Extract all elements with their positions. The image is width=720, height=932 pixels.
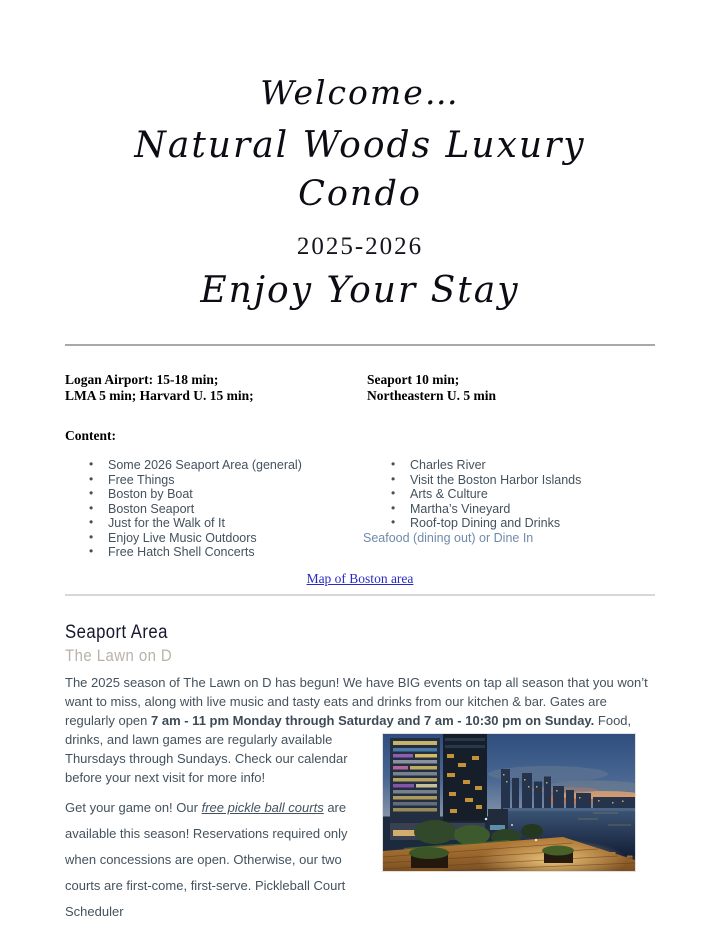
- list-item: • Boston by Boat: [87, 487, 360, 502]
- travel-time-line: Northeastern U. 5 min: [367, 388, 496, 404]
- section-heading-seaport-area: [65, 622, 655, 644]
- toc-list-left: [87, 458, 360, 560]
- section-subheading-text: The Lawn on D: [65, 645, 173, 665]
- wrap-region: [65, 730, 655, 925]
- title-block: [65, 72, 655, 314]
- travel-times-left: [65, 372, 367, 404]
- section-subheading-lawn-on-d: [65, 646, 655, 665]
- content-label: Content:: [65, 428, 116, 444]
- list-item: • Free Things: [87, 473, 360, 488]
- list-item: • Some 2026 Seaport Area (general): [87, 458, 360, 473]
- divider-top: [65, 344, 655, 346]
- list-item: • Visit the Boston Harbor Islands: [389, 473, 655, 488]
- list-item: • Enjoy Live Music Outdoors: [87, 531, 360, 546]
- paragraph-text: Get your game on! Our: [65, 799, 202, 815]
- lawn-on-d-paragraph-lead: [65, 673, 655, 730]
- travel-time-line: Seaport 10 min;: [367, 372, 460, 388]
- list-item: • Just for the Walk of It: [87, 516, 360, 531]
- title-tagline: Enjoy Your Stay: [200, 269, 520, 311]
- travel-times: [65, 372, 655, 404]
- list-item: • Charles River: [389, 458, 655, 473]
- list-item: • Martha’s Vineyard: [389, 502, 655, 517]
- paragraph-text: drinks, and lawn games are regularly available Thursdays through Sundays. Check our calendar before your next visit for more info!: [65, 731, 348, 785]
- list-item: • Roof-top Dining and Drinks: [389, 516, 655, 531]
- list-item: • Arts & Culture: [389, 487, 655, 502]
- seaport-photo: [382, 733, 636, 872]
- list-item: • Boston Seaport: [87, 502, 360, 517]
- seaport-photo-illustration: [383, 734, 635, 871]
- toc-right-column: [360, 458, 655, 560]
- paragraph-text: are available this season! Reservations required only when concessions are open. Otherwise, our two courts are first-come, first-serve. Pickleball Court Scheduler: [65, 799, 348, 919]
- toc-left-column: [65, 458, 360, 560]
- document-content: [65, 0, 655, 932]
- map-link-row: [65, 570, 655, 588]
- paragraph-bold-hours: 7 am - 11 pm Monday through Saturday and 7 am - 10:30 pm on Sunday.: [151, 712, 595, 728]
- map-of-boston-link[interactable]: Map of Boston area: [306, 570, 414, 586]
- toc-seafood-entry[interactable]: Seafood (dining out) or Dine In: [363, 530, 534, 545]
- pickle-ball-courts-link[interactable]: free pickle ball courts: [201, 799, 324, 815]
- title-property-name-line1: Natural Woods Luxury: [134, 125, 586, 167]
- table-of-contents: [65, 458, 655, 560]
- title-years: 2025-2026: [296, 232, 424, 260]
- paragraph-text: Food,: [594, 712, 632, 728]
- travel-time-line: LMA 5 min; Harvard U. 15 min;: [65, 388, 254, 404]
- title-welcome: Welcome…: [260, 73, 460, 112]
- title-property-name-line2: Condo: [298, 174, 422, 215]
- travel-times-right: [367, 372, 655, 404]
- section-heading-text: Seaport Area: [65, 621, 168, 643]
- divider-middle: [65, 594, 655, 596]
- list-item: • Free Hatch Shell Concerts: [87, 545, 360, 560]
- travel-time-line: Logan Airport: 15-18 min;: [65, 372, 219, 388]
- toc-list-right: [389, 458, 655, 531]
- paragraph-text: The 2025 season of The Lawn on D has begun! We have BIG events on tap all season that you won’t want to miss, along with live music and tasty eats and drinks from our kitchen & bar. Gates are regularly open: [65, 674, 648, 728]
